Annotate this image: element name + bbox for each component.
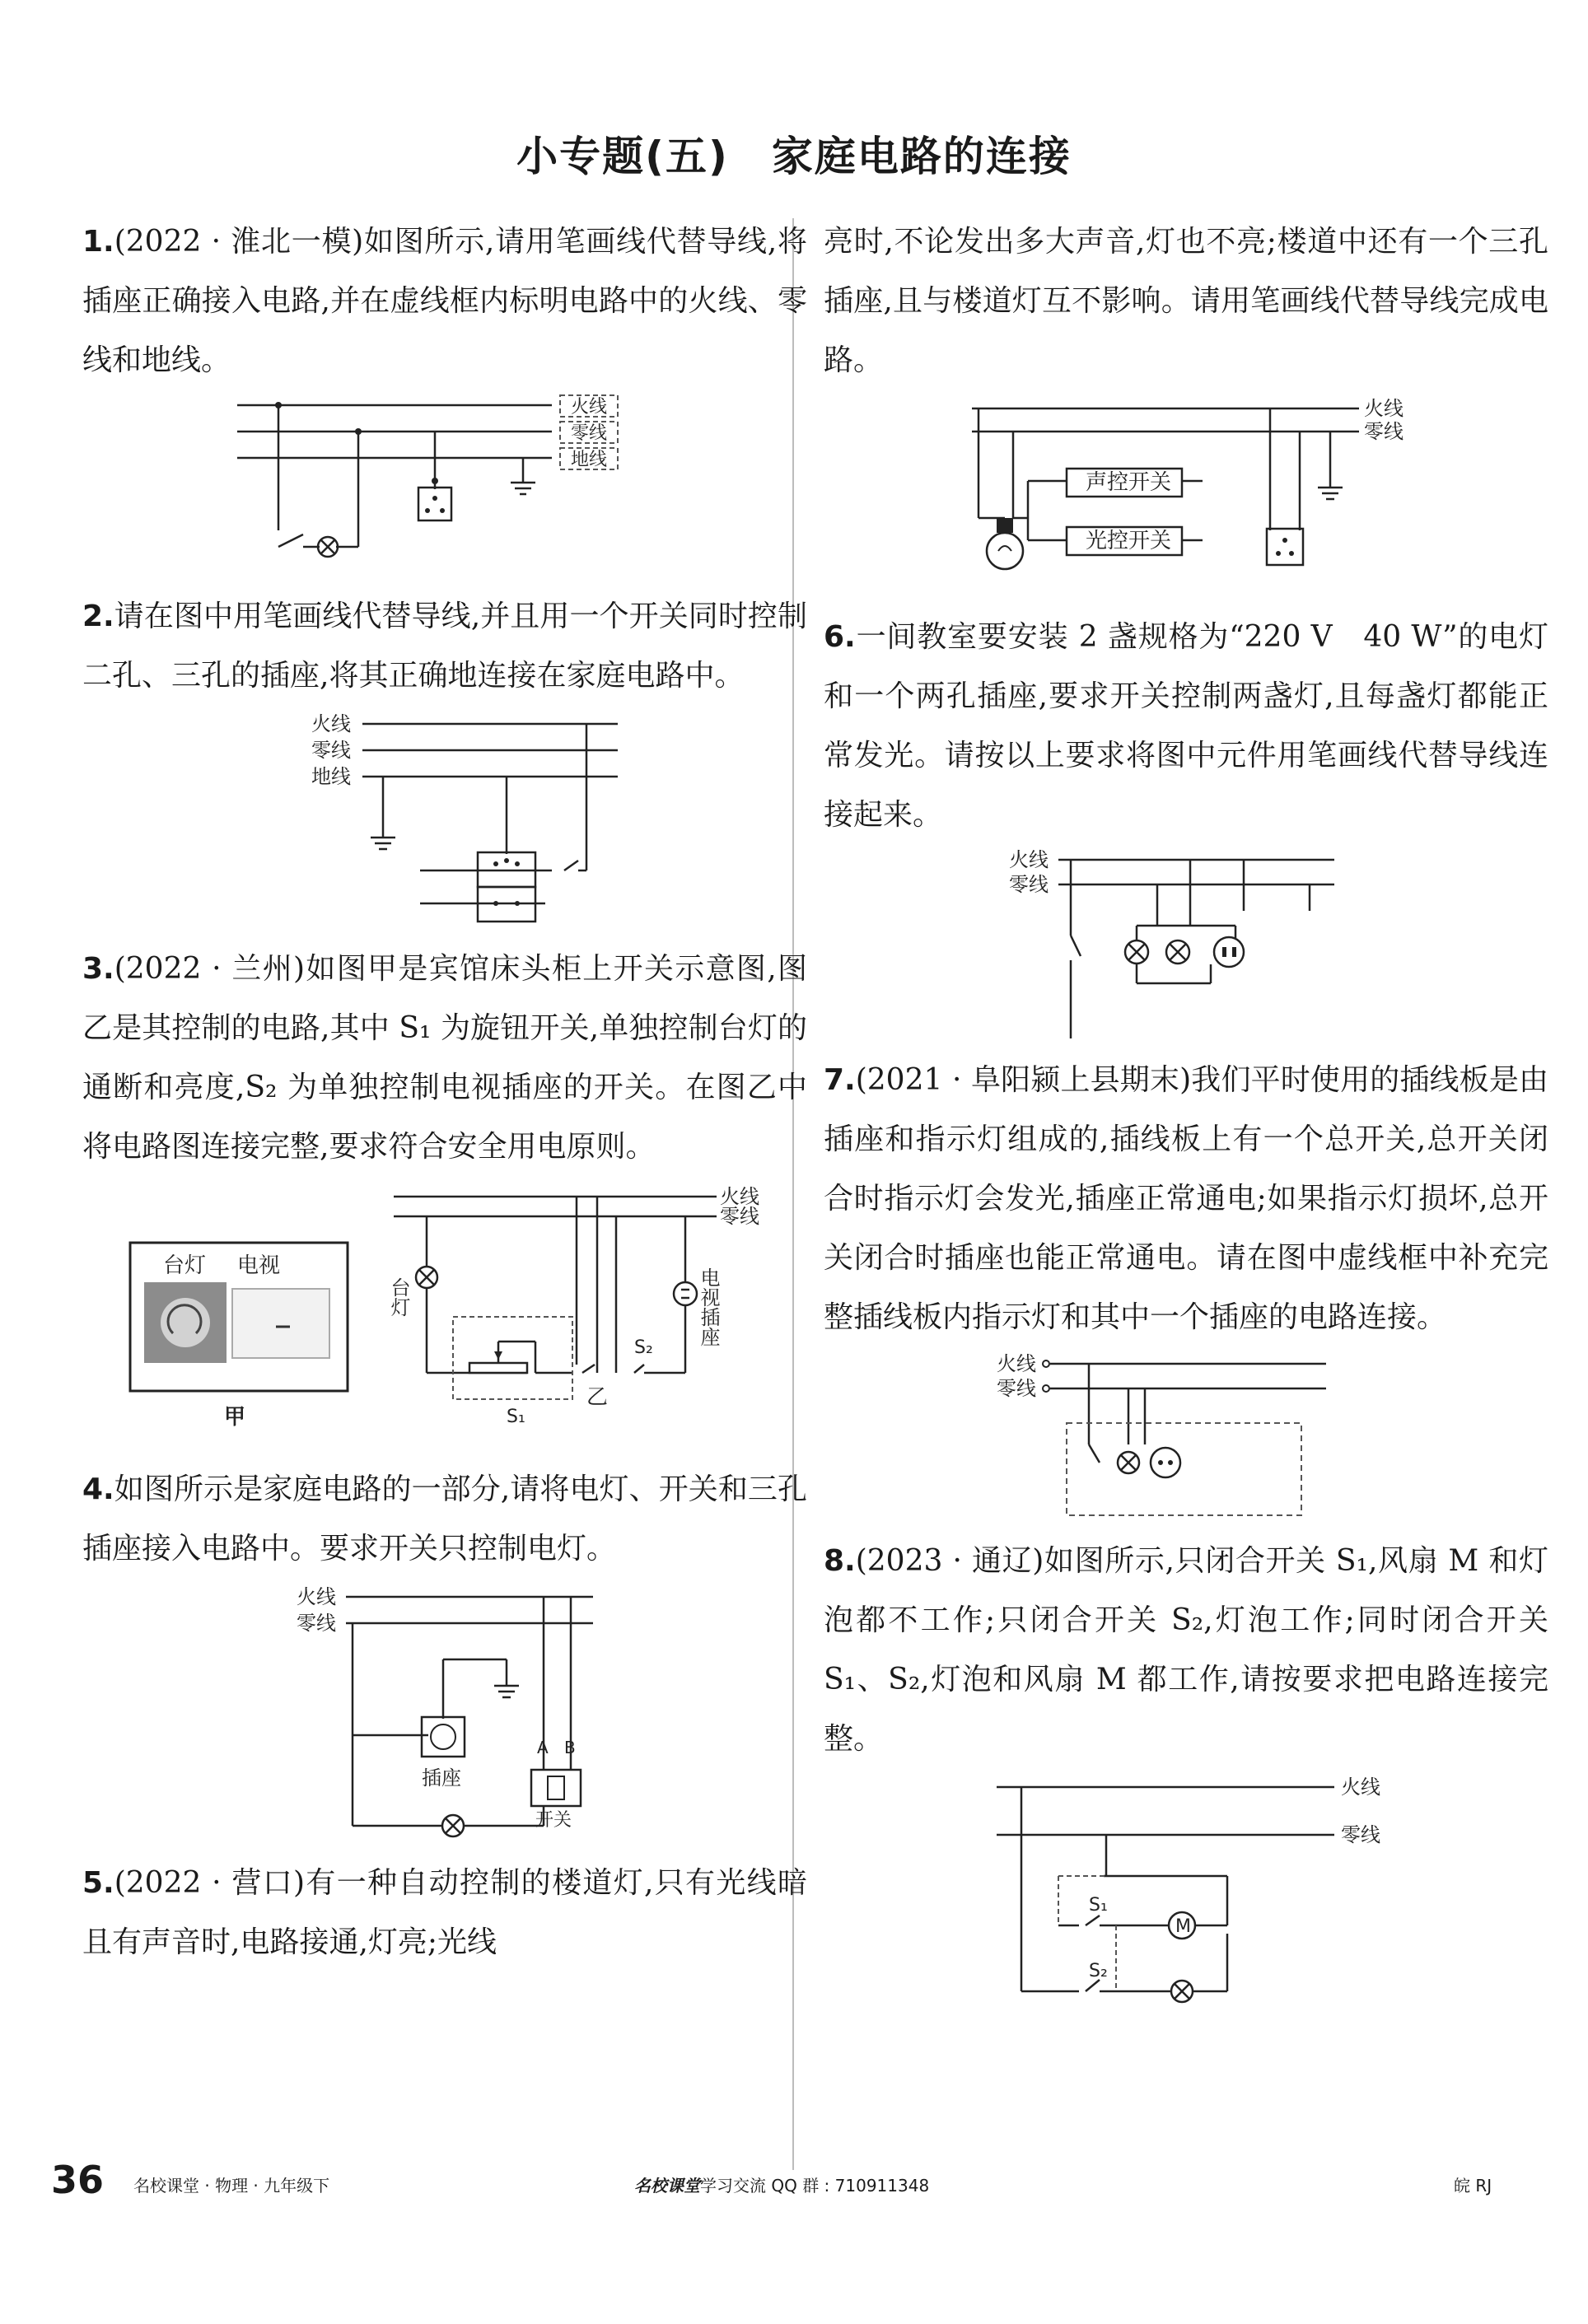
figure-q1	[231, 390, 659, 576]
page-number: 36	[51, 2158, 105, 2202]
fig2-neutral-label: 零线	[311, 739, 351, 762]
book-info: 名校课堂 · 物理 · 九年级下	[133, 2176, 330, 2196]
panel-tv-label: 电视	[237, 1253, 281, 1278]
socket-three-hole-icon	[422, 1717, 465, 1757]
fig4-live-label: 火线	[297, 1585, 336, 1608]
lamp-icon	[1166, 940, 1189, 964]
question-6: 6.一间教室要安装 2 盏规格为“220 V 40 W”的电灯和一个两孔插座,要求开关控制两盏灯,且每盏灯都能正常发光。请按以上要求将图中元件用笔画线代替导线连接起来。	[824, 620, 1548, 832]
fig2-ground-label: 地线	[311, 765, 351, 788]
fig4-neutral-label: 零线	[297, 1612, 336, 1635]
fig6-live-label: 火线	[1009, 848, 1049, 871]
fig3-lamp-label: 台灯	[387, 1277, 410, 1317]
fig8-s2-label: S₂	[1089, 1961, 1108, 1981]
question-2: 2.请在图中用笔画线代替导线,并且用一个开关同时控制二孔、三孔的插座,将其正确地连接在家庭电路中。	[82, 600, 807, 693]
fig1-box-label-2: 零线	[571, 423, 608, 444]
fig4-b-label: B	[564, 1738, 576, 1757]
question-7: 7.(2021 · 阜阳颍上县期末)我们平时使用的插线板是由插座和指示灯组成的,插线板上有一个总开关,总开关闭合时指示灯会发光,插座正常通电;如果指示灯损坏,总开关闭合时插座也能正常通电。请在图中虚线框中补充完整插线板内指示灯和其中一个插座的电路连接。	[824, 1063, 1548, 1334]
socket-two-hole-icon	[1214, 937, 1244, 967]
question-5: 5.(2022 · 营口)有一种自动控制的楼道灯,只有光线暗且有声音时,电路接通,灯亮;光线	[82, 1866, 807, 1959]
socket-three-hole-icon	[1267, 529, 1303, 565]
fig3-s2-label: S₂	[634, 1337, 653, 1358]
question-8: 8.(2023 · 通辽)如图所示,只闭合开关 S₁,风扇 M 和灯泡都不工作;只闭合开关 S₂,灯泡工作;同时闭合开关 S₁、S₂,灯泡和风扇 M 都工作,请按要求把电路连接完整。	[824, 1544, 1548, 1756]
page-title: 小专题(五) 家庭电路的连接	[516, 133, 1072, 180]
fig8-motor-label: M	[1175, 1916, 1191, 1937]
figure-q3	[107, 1177, 782, 1457]
socket-icon	[275, 402, 451, 520]
figure-q5	[955, 390, 1417, 604]
figure-q6	[988, 845, 1384, 1043]
fig4-socket-label: 插座	[422, 1766, 461, 1790]
lamp-icon	[318, 537, 338, 557]
fig2-live-label: 火线	[311, 712, 351, 735]
fig1-box-label-1: 火线	[571, 397, 608, 418]
figure-q4	[247, 1579, 642, 1850]
fig8-s1-label: S₁	[1089, 1895, 1108, 1916]
fig5-light-label: 光控开关	[1086, 529, 1172, 553]
panel-lamp-label: 台灯	[163, 1253, 207, 1278]
question-4: 4.如图所示是家庭电路的一部分,请将电灯、开关和三孔插座接入电路中。要求开关只控制电灯。	[82, 1472, 807, 1566]
question-1: 1.(2022 · 淮北一模)如图所示,请用笔画线代替导线,将插座正确接入电路,并在虚线框内标明电路中的火线、零线和地线。	[82, 225, 807, 377]
lamp-icon	[416, 1267, 437, 1288]
fig3-s1-label: S₁	[507, 1407, 525, 1427]
figure-q2	[239, 706, 651, 928]
fig5-neutral-label: 零线	[1364, 420, 1404, 443]
fig3-live-label: 火线	[720, 1185, 759, 1208]
lamp-icon	[1125, 940, 1148, 964]
fig4-switch-label: 开关	[535, 1810, 572, 1831]
fig8-neutral-label: 零线	[1341, 1823, 1380, 1846]
lamp-icon	[442, 1815, 464, 1836]
fig4-a-label: A	[537, 1738, 549, 1757]
caption-yi: 乙	[586, 1385, 609, 1410]
socket-two-hole-icon	[1151, 1448, 1180, 1477]
fig3-tv-label: 电视插座	[697, 1267, 720, 1346]
fig8-live-label: 火线	[1341, 1776, 1380, 1799]
fig6-neutral-label: 零线	[1009, 873, 1049, 896]
caption-jia: 甲	[224, 1405, 246, 1430]
figure-q7	[972, 1347, 1400, 1528]
fig1-box-label-3: 地线	[571, 450, 608, 470]
tv-socket-icon	[674, 1282, 697, 1305]
rocker-switch-icon	[232, 1289, 329, 1358]
ground-icon	[511, 458, 535, 494]
edition-label: 皖 RJ	[1454, 2176, 1492, 2196]
indicator-lamp-icon	[1118, 1452, 1139, 1473]
fig7-neutral-label: 零线	[997, 1377, 1036, 1400]
fig3-neutral-label: 零线	[720, 1205, 759, 1228]
question-5-continued: 亮时,不论发出多大声音,灯也不亮;楼道中还有一个三孔插座,且与楼道灯互不影响。请用笔画线代替导线完成电路。	[824, 225, 1548, 377]
switch-icon	[531, 1770, 581, 1806]
fig5-sound-label: 声控开关	[1086, 470, 1172, 495]
qq-group: 名校课堂学习交流 QQ 群 : 710911348	[634, 2176, 930, 2196]
fig7-live-label: 火线	[997, 1352, 1036, 1375]
left-column	[82, 212, 807, 1972]
right-column	[824, 212, 1548, 2008]
fig5-live-label: 火线	[1364, 397, 1404, 420]
question-3: 3.(2022 · 兰州)如图甲是宾馆床头柜上开关示意图,图乙是其控制的电路,其中 S₁ 为旋钮开关,单独控制台灯的通断和亮度,S₂ 为单独控制电视插座的开关。在图乙中将电路图连接完整,要求符合安全用电原则。	[82, 952, 807, 1164]
lamp-icon	[1171, 1981, 1193, 2002]
rheostat-icon	[469, 1363, 527, 1373]
bulb-icon	[987, 518, 1023, 569]
figure-q8	[955, 1769, 1417, 2008]
